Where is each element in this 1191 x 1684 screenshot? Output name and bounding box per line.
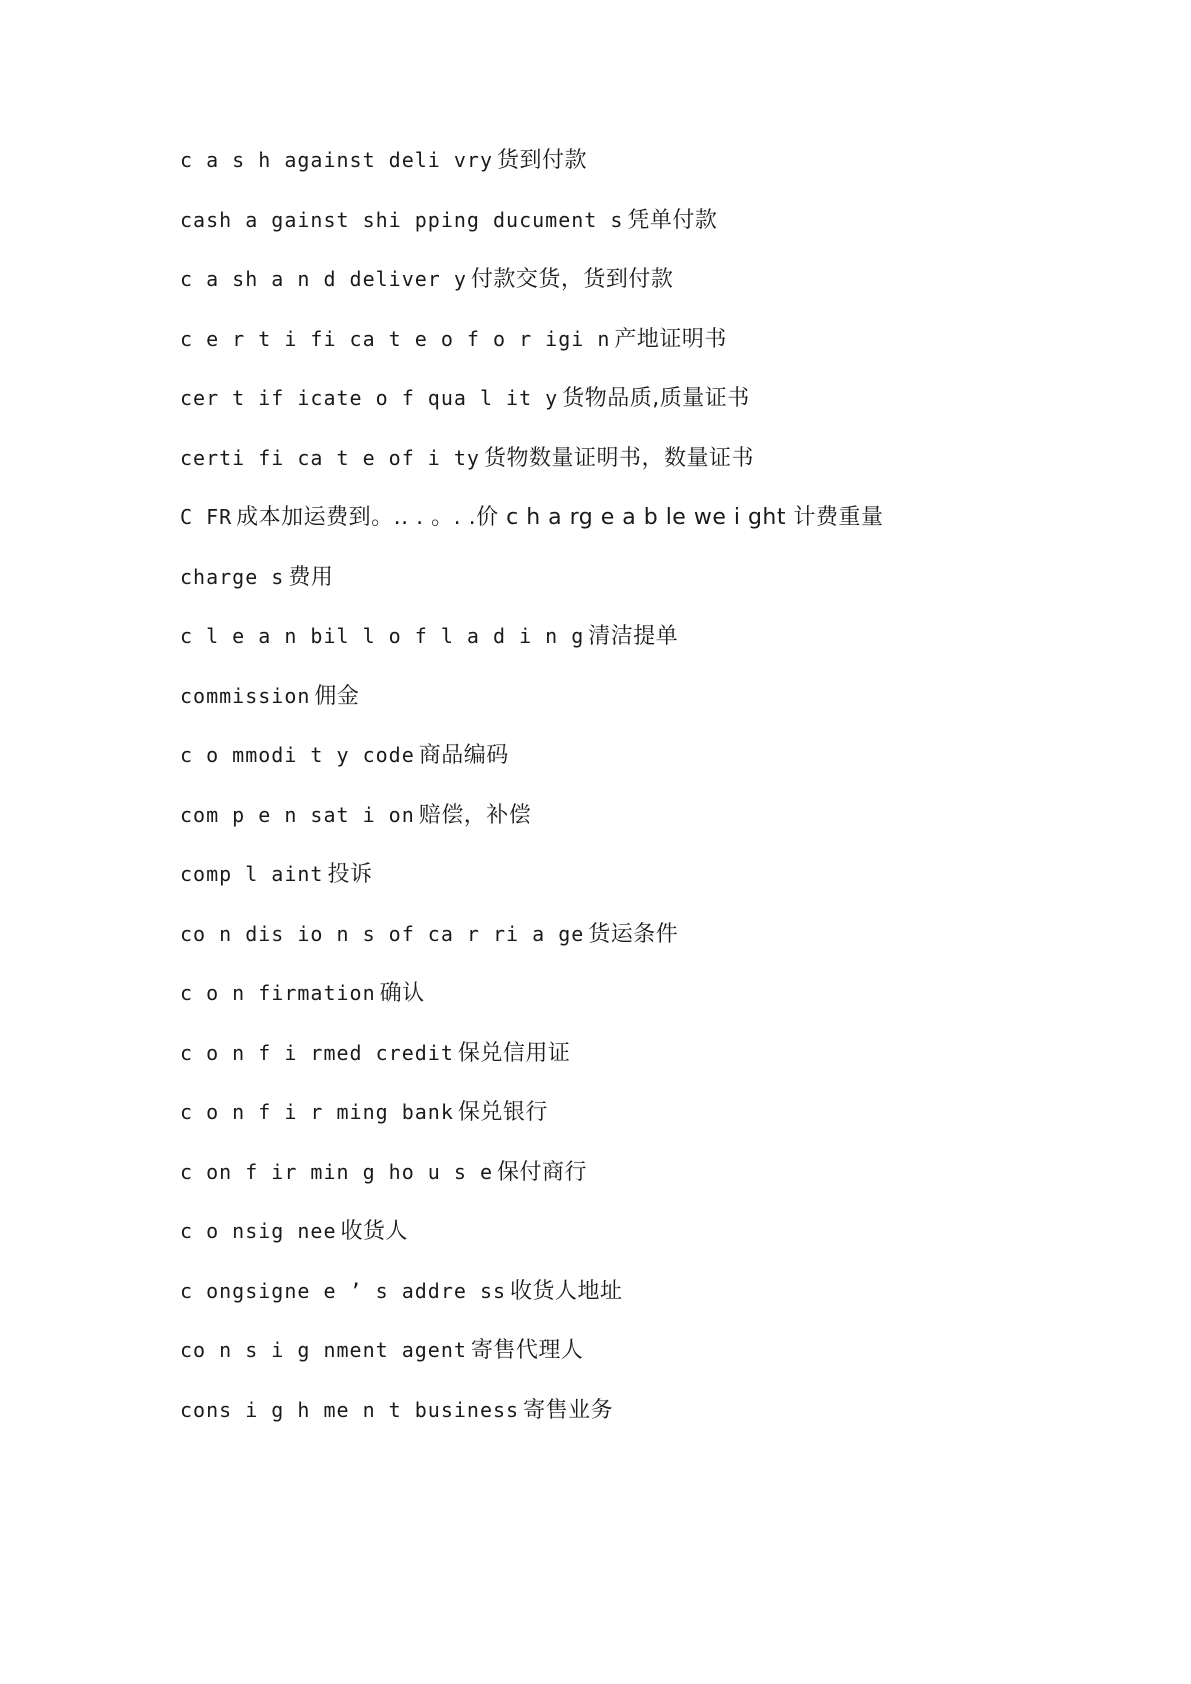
glossary-entry xyxy=(180,1330,1080,1390)
entry-term: C FR xyxy=(180,505,233,529)
entry-gloss: 投诉 xyxy=(327,862,373,887)
entry-term: c o n f i r ming bank xyxy=(180,1100,454,1124)
entry-gloss: 赔偿，补偿 xyxy=(418,802,532,828)
glossary-entry xyxy=(180,676,1080,736)
entry-term: c on f ir min g ho u s e xyxy=(180,1159,493,1184)
entry-gloss: 保付商行 xyxy=(496,1159,587,1185)
entry-gloss: 货物品质,质量证书 xyxy=(562,386,750,411)
entry-gloss: 寄售业务 xyxy=(523,1397,614,1423)
glossary-entry xyxy=(180,795,1080,855)
glossary-entry xyxy=(180,557,1080,617)
entry-gloss: 货到付款 xyxy=(496,148,587,173)
glossary-entry xyxy=(180,1271,1080,1331)
entry-term: c o nsig nee xyxy=(180,1219,337,1243)
glossary-entry xyxy=(180,854,1080,914)
glossary-entry xyxy=(180,1390,1080,1450)
entry-gloss: 货物数量证明书，数量证书 xyxy=(483,445,754,471)
entry-term: cer t if icate o f qua l it y xyxy=(180,386,559,410)
entry-term: comp l aint xyxy=(180,862,324,886)
entry-term: commission xyxy=(180,683,311,708)
entry-gloss: 商品编码 xyxy=(418,743,509,768)
entry-term: c o mmodi t y code xyxy=(180,743,415,767)
glossary-entry xyxy=(180,616,1080,676)
entry-term: c a sh a n d deliver y xyxy=(180,267,467,291)
entry-term: certi fi ca t e of i ty xyxy=(180,445,480,470)
entry-gloss: 佣金 xyxy=(314,683,360,709)
glossary-entry xyxy=(180,735,1080,795)
entry-term: c a s h against deli vry xyxy=(180,148,493,172)
entry-gloss: 成本加运费到。.. . 。. .价 c h a rg e a b le we i ght 计费重量 xyxy=(236,505,884,530)
entry-term: co n s i g nment agent xyxy=(180,1338,467,1362)
entry-term: c ongsigne e ’ s addre ss xyxy=(180,1278,507,1303)
glossary-entry xyxy=(180,200,1080,260)
glossary-entry xyxy=(180,1152,1080,1212)
glossary-entry xyxy=(180,914,1080,974)
entry-gloss: 付款交货，货到付款 xyxy=(470,267,674,292)
glossary-entry xyxy=(180,1033,1080,1093)
entry-term: cons i g h me n t business xyxy=(180,1397,520,1422)
entry-term: c e r t i fi ca t e o f o r igi n xyxy=(180,326,611,351)
entry-term: c l e a n bil l o f l a d i n g xyxy=(180,624,585,648)
glossary-entry xyxy=(180,1211,1080,1271)
entry-gloss: 清洁提单 xyxy=(588,624,679,649)
entry-gloss: 费用 xyxy=(288,564,334,590)
glossary-list xyxy=(180,140,1080,1449)
glossary-entry xyxy=(180,438,1080,498)
glossary-entry xyxy=(180,140,1080,200)
entry-gloss: 保兑信用证 xyxy=(457,1040,571,1066)
entry-term: c o n f i rmed credit xyxy=(180,1040,454,1065)
entry-term: cash a gainst shi pping ducument s xyxy=(180,207,624,232)
entry-term: co n dis io n s of ca r ri a ge xyxy=(180,921,585,946)
entry-gloss: 寄售代理人 xyxy=(470,1338,584,1363)
entry-term: charge s xyxy=(180,564,285,589)
glossary-entry xyxy=(180,319,1080,379)
entry-term: com p e n sat i on xyxy=(180,802,415,827)
glossary-entry xyxy=(180,973,1080,1033)
entry-term: c o n firmation xyxy=(180,981,376,1005)
entry-gloss: 凭单付款 xyxy=(627,207,718,233)
glossary-entry xyxy=(180,497,1080,557)
entry-gloss: 产地证明书 xyxy=(614,326,727,352)
entry-gloss: 收货人 xyxy=(340,1219,409,1244)
glossary-entry xyxy=(180,378,1080,438)
entry-gloss: 收货人地址 xyxy=(510,1278,623,1304)
glossary-entry xyxy=(180,1092,1080,1152)
entry-gloss: 货运条件 xyxy=(588,921,679,947)
entry-gloss: 确认 xyxy=(379,981,425,1006)
glossary-entry xyxy=(180,259,1080,319)
entry-gloss: 保兑银行 xyxy=(457,1100,548,1125)
